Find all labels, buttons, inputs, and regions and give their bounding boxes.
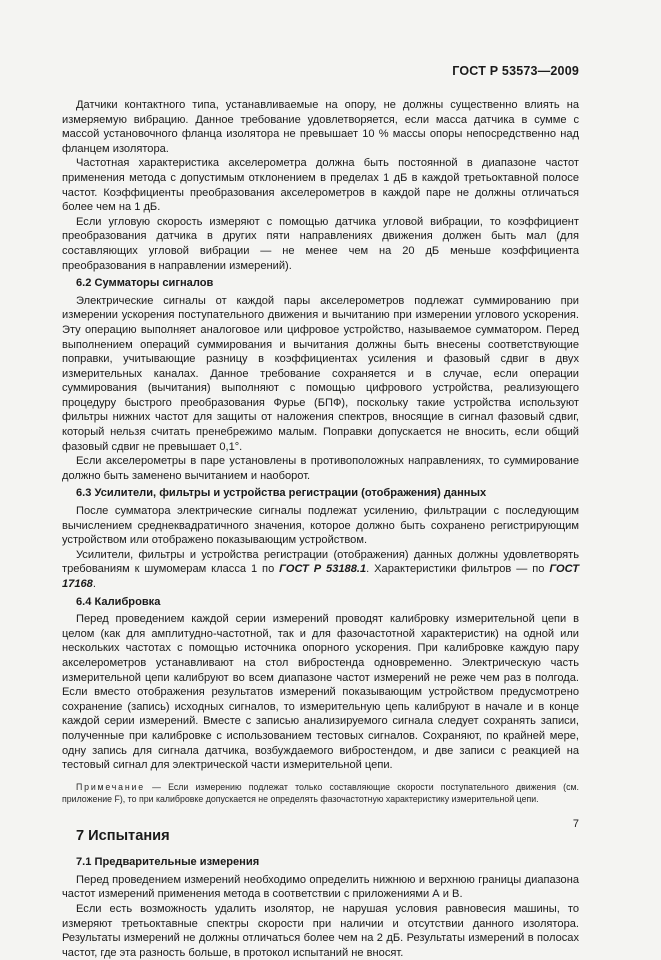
- text-fragment: Усилители, фильтры и устройства регистрации (отображения) данных должны удовлетворять требованиям к шумомерам класса 1 по: [62, 548, 579, 576]
- section-heading-6-4: 6.4 Калибровка: [76, 595, 161, 608]
- section-heading-6-2: 6.2 Сумматоры сигналов: [76, 277, 214, 290]
- paragraph: После сумматора электрические сигналы подлежат усилению, фильтрации с последующим вычислением среднеквадратичного значения, которое должно быть сохранено регистрирующим устройством или отображено показывающим устройством.: [62, 505, 579, 547]
- standard-reference: ГОСТ 17168: [62, 563, 579, 590]
- note-label: Примечание: [76, 781, 145, 792]
- page-number: 7: [572, 818, 579, 830]
- note-text: — Если измерению подлежат только составляющие скорости поступательного движения (см. приложение F), то при калибровке допускается не определять фазочастотную характеристику измерительной цепи.: [62, 781, 579, 804]
- paragraph-with-references: [62, 548, 579, 592]
- text-fragment: .: [92, 578, 96, 590]
- paragraph: Перед проведением измерений необходимо определить нижнюю и верхнюю границы диапазона частот измерений применения метода в соответствии с приложениями А и В.: [62, 873, 579, 901]
- paragraph: Датчики контактного типа, устанавливаемые на опору, не должны существенно влиять на измеряемую вибрацию. Данное требование удовлетворяется, если масса датчика в сумме с массой установочного фланца изолятора не превышает 10 % массы опоры непосредственно над фланцем изолятора.: [62, 99, 579, 155]
- document-code-header: ГОСТ Р 53573—2009: [452, 64, 579, 78]
- section-heading-7: 7 Испытания: [76, 828, 170, 845]
- page-content: [62, 98, 579, 960]
- section-heading-7-1: 7.1 Предварительные измерения: [76, 856, 260, 869]
- paragraph: Электрические сигналы от каждой пары акселерометров подлежат суммированию при измерении ускорения поступательного движения и вычитанию при измерении углового ускорения. Эту операцию выполняет аналоговое или цифровое устройство, называемое сумматором. Перед выполнением операций суммирования и вычитания должны быть внесены соответствующие поправки, учитывающие разницу в коэффициентах усиления и фазовый сдвиг в двух измерительных каналах. Данное требование сохраняется и в случае, если операции суммирования (вычитания) выполняют с помощью цифрового устройства, реализующего процедуру быстрого преобразования Фурье (БПФ), поскольку такие устройства используют фильтры нижних частот для защиты от наложения спектров, вносящие в сигнал фазовый сдвиг, который нельзя считать пренебрежимо малым. Поправки допускается не вносить, если общий фазовый сдвиг не превышает 0,1°.: [62, 294, 579, 453]
- standard-reference: ГОСТ Р 53188.1: [279, 563, 367, 576]
- note: [62, 781, 579, 805]
- paragraph: Частотная характеристика акселерометра должна быть постоянной в диапазоне частот применения метода с допустимым отклонением в пределах 1 дБ в каждой третьоктавной полосе частот. Коэффициенты преобразования акселерометров в каждой паре не должны отличаться более чем на 1 дБ.: [62, 157, 579, 214]
- paragraph: Если есть возможность удалить изолятор, не нарушая условия равновесия машины, то измеряют третьоктавные спектры скорости при наличии и отсутствии данного изолятора. Результаты измерений не должны отличаться более чем на 2 дБ. Результаты измерений в полосах частот, где эта разность больше, в протокол испытаний не вносят.: [62, 902, 579, 959]
- text-fragment: . Характеристики фильтров — по: [366, 563, 550, 576]
- section-heading-6-3: 6.3 Усилители, фильтры и устройства регистрации (отображения) данных: [76, 487, 487, 500]
- paragraph: Если угловую скорость измеряют с помощью датчика угловой вибрации, то коэффициент преобразования датчика в других пяти направлениях движения должен быть мал (для составляющих угловой вибрации — не менее чем на 20 дБ меньше коэффициента преобразования в направлении измерений).: [62, 215, 579, 272]
- paragraph: Если акселерометры в паре установлены в противоположных направлениях, то суммирование должно быть заменено вычитанием и наоборот.: [62, 455, 579, 482]
- paragraph: Перед проведением каждой серии измерений проводят калибровку измерительной цепи в целом (как для амплитудно-частотной, так и для фазочастотной характеристик) на одной или нескольких частотах с помощью источника опорного ускорения. При калибровке каждую пару акселерометров устанавливают на стол вибростенда одновременно. Электрическую часть измерительной цепи калибруют во всем диапазоне частот измерений не реже чем раз в полгода. Если вместо отображения результатов измерений показывающим устройством предусмотрено сохранение (запись) исходных сигналов, то измерительную цепь калибруют в начале и в конце каждой серии измерений. Вместе с записью анализируемого сигнала следует сохранять записи, полученные при калибровке с использованием тестовых сигналов. Сохраняют, по крайней мере, одну запись для сигнала датчика, возбуждаемого вибростендом, и две записи с реакцией на тестовый сигнал для электрической части измерительной цепи.: [62, 613, 579, 772]
